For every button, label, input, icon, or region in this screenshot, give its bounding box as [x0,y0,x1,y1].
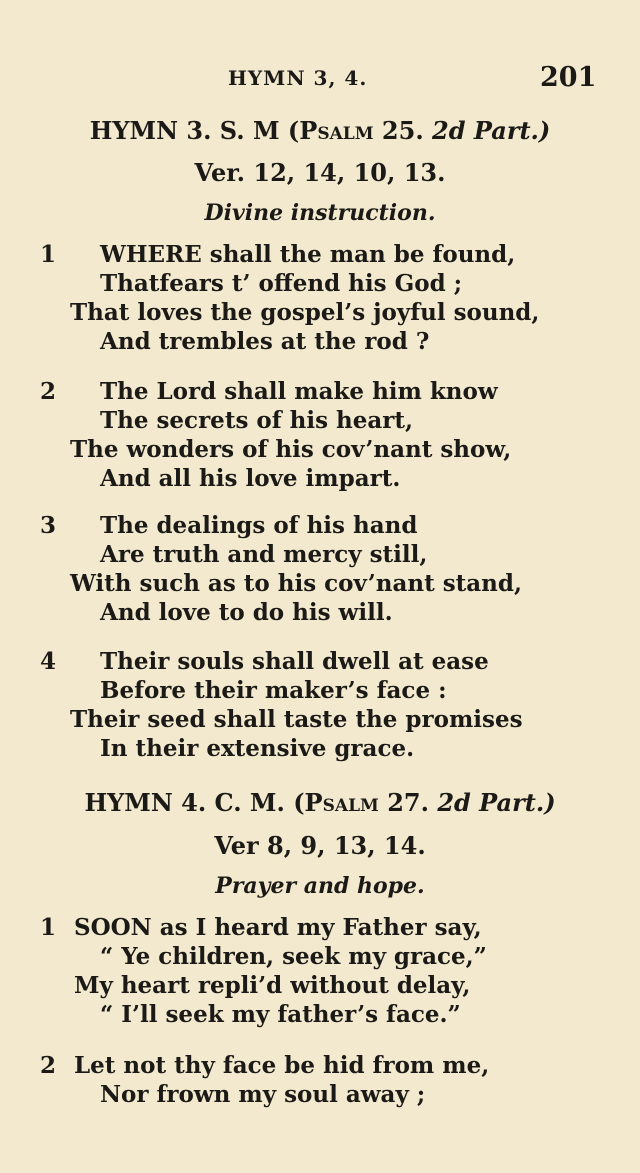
verse-line: With such as to his cov’nant stand, [70,570,522,597]
hymn-4-heading [0,788,640,817]
running-head [0,62,640,98]
verse-line: And love to do his will. [100,599,393,626]
hymn-3-heading [0,116,640,145]
verse-line: Before their maker’s face : [100,677,447,704]
verse-line: Are truth and mercy still, [100,541,428,568]
stanza-number: 2 [40,378,57,405]
stanza-number: 3 [40,512,57,539]
hymn-4-subject: Prayer and hope. [215,873,425,899]
verse-line: And trembles at the rod ? [100,328,430,355]
verse-line: “ Ye children, seek my grace,” [100,943,487,970]
hymn-4-part: 2d Part.) [437,788,556,817]
verse-line: Let not thy face be hid from me, [74,1052,490,1079]
verse-line: That loves the gospel’s joyful sound, [70,299,540,326]
stanza-number: 1 [40,241,57,268]
verse-line: Thatfears t’ offend his God ; [100,270,463,297]
page-number: 201 [540,62,597,93]
verse-line: The Lord shall make him know [100,378,498,405]
verse-line: SOON as I heard my Father say, [74,914,482,941]
hymn-3-verses-ref: Ver. 12, 14, 10, 13. [194,158,446,187]
hymn-3-source: (Psalm 25. [287,116,424,145]
verse-line: WHERE shall the man be found, [100,241,516,268]
verse-line: The secrets of his heart, [100,407,414,434]
stanza-number: 4 [40,648,57,675]
hymn-4-label: HYMN 4. C. M. [84,788,285,817]
verse-line: The dealings of his hand [100,512,418,539]
verse-line: “ I’ll seek my father’s face.” [100,1001,461,1028]
verse-line: And all his love impart. [100,465,401,492]
hymn-4-verses-ref: Ver 8, 9, 13, 14. [214,831,426,860]
stanza-number: 1 [40,914,57,941]
verse-line: In their extensive grace. [100,735,415,762]
hymn-3-subject: Divine instruction. [204,200,436,226]
stanza-number: 2 [40,1052,57,1079]
hymn-3-part: 2d Part.) [432,116,551,145]
verse-line: Their souls shall dwell at ease [100,648,489,675]
hymn-4-source: (Psalm 27. [293,788,429,817]
hymn-3-label: HYMN 3. S. M [89,116,280,145]
running-head-title: HYMN 3, 4. [228,66,368,90]
verse-line: The wonders of his cov’nant show, [70,436,512,463]
verse-line: My heart repli’d without delay, [74,972,471,999]
verse-line: Nor frown my soul away ; [100,1081,426,1108]
verse-line: Their seed shall taste the promises [70,706,523,733]
